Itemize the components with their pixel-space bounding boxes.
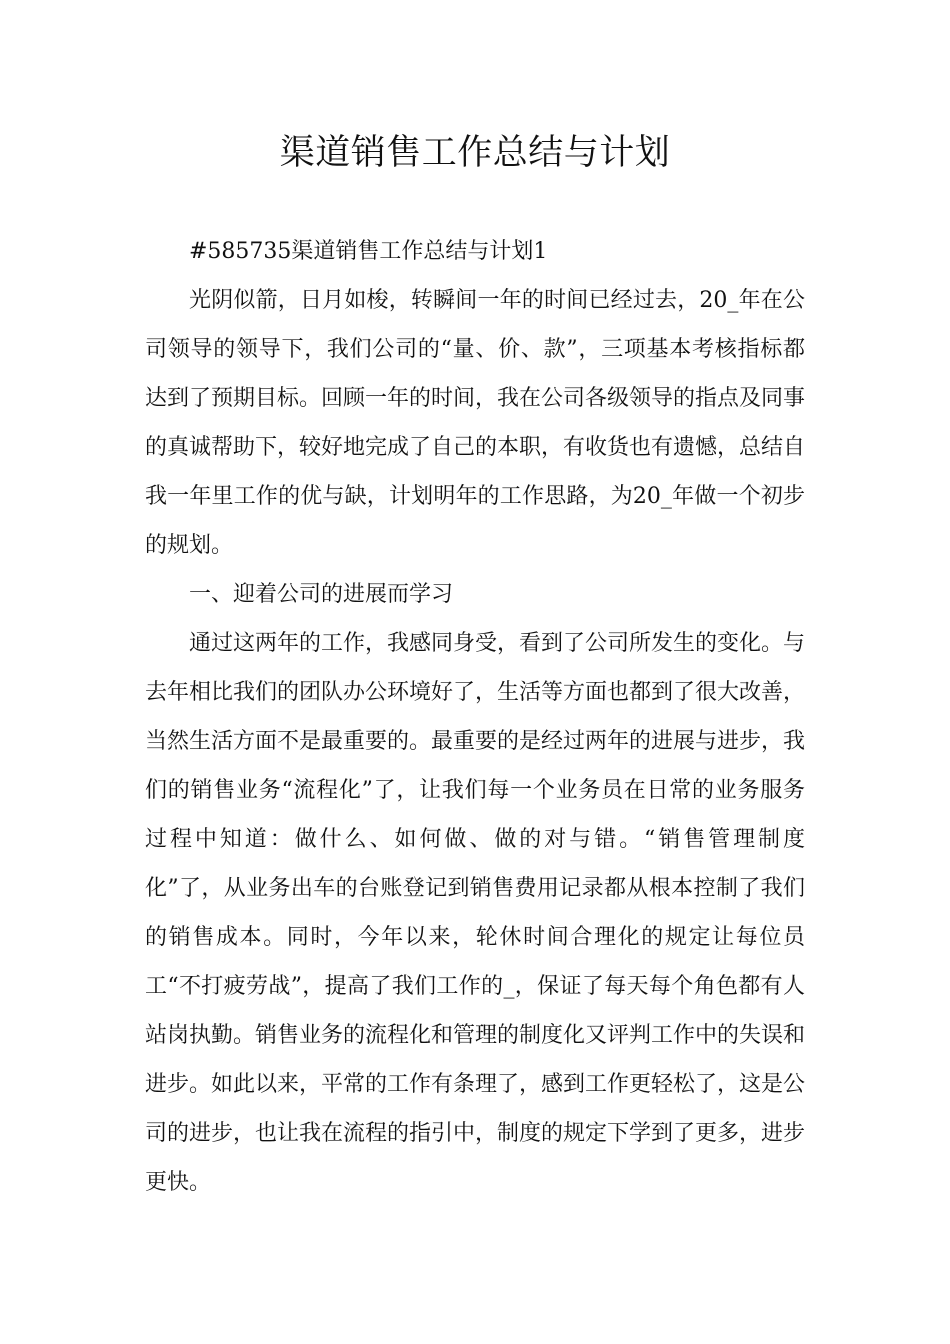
paragraph-intro: 光阴似箭，日月如梭，转瞬间一年的时间已经过去，20_年在公司领导的领导下，我们公司的“量、价、款”，三项基本考核指标都达到了预期目标。回顾一年的时间，我在公司各级领导的指点及同事的真诚帮助下，较好地完成了自己的本职，有收货也有遗憾，总结自我一年里工作的优与缺，计划明年的工作思路，为20_年做一个初步的规划。 (145, 288, 806, 558)
paragraph-section-1: 通过这两年的工作，我感同身受，看到了公司所发生的变化。与去年相比我们的团队办公环境好了，生活等方面也都到了很大改善，当然生活方面不是最重要的。最重要的是经过两年的进展与进步，我们的销售业务“流程化”了，让我们每一个业务员在日常的业务服务过程中知道：做什么、如何做、做的对与错。“销售管理制度化”了，从业务出车的台账登记到销售费用记录都从根本控制了我们的销售成本。同时，今年以来，轮休时间合理化的规定让每位员工“不打疲劳战”，提高了我们工作的_，保证了每天每个角色都有人站岗执勤。销售业务的流程化和管理的制度化又评判工作中的失误和进步。如此以来，平常的工作有条理了，感到工作更轻松了，这是公司的进步，也让我在流程的指引中，制度的规定下学到了更多，进步更快。 (145, 631, 806, 1195)
section-heading: 一、迎着公司的进展而学习 (189, 582, 454, 607)
document-body (145, 227, 805, 1207)
document-title: 渠道销售工作总结与计划 (279, 133, 671, 173)
document-subtitle: #585735渠道销售工作总结与计划1 (189, 239, 548, 264)
